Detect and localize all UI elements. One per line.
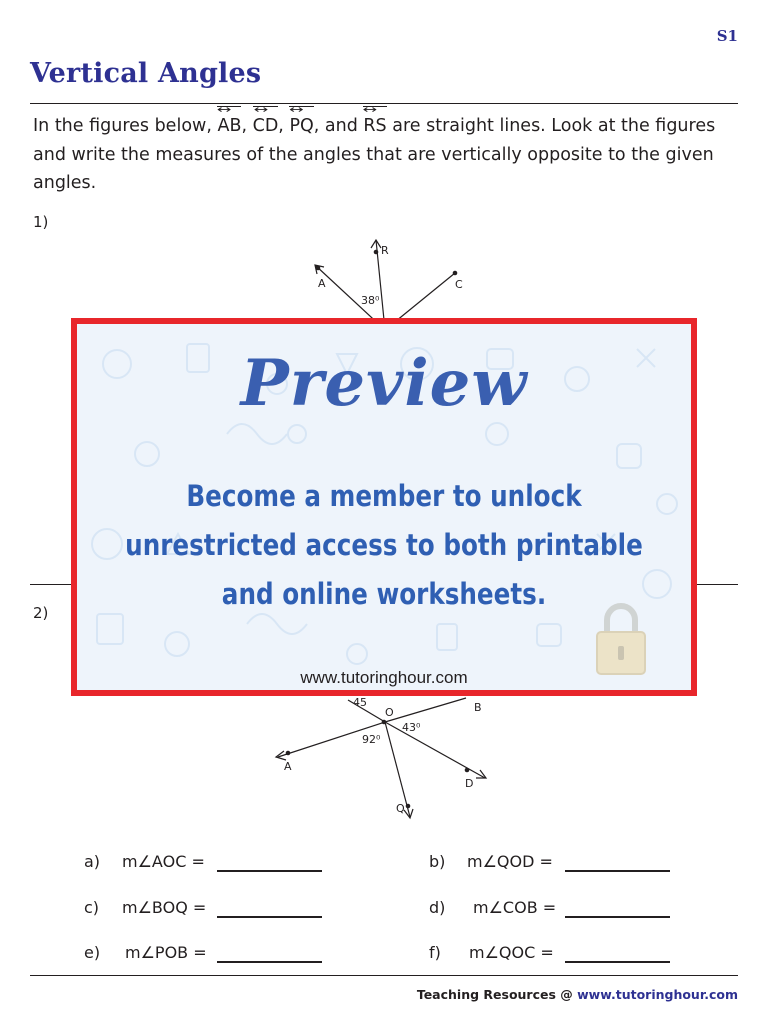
ray-or bbox=[376, 240, 385, 330]
angle-2b: 92⁰ bbox=[362, 733, 381, 746]
footer-link[interactable]: www.tutoringhour.com bbox=[577, 987, 738, 1002]
footer: Teaching Resources @ www.tutoringhour.com bbox=[416, 987, 738, 1002]
ray-oa-2 bbox=[278, 722, 385, 757]
line-cd: CD ↔ bbox=[253, 112, 279, 141]
point-o bbox=[382, 720, 387, 725]
preview-heading: Preview bbox=[240, 346, 528, 421]
label-q: Q bbox=[396, 802, 405, 815]
answer-blank[interactable] bbox=[217, 916, 322, 918]
point-r bbox=[374, 250, 379, 255]
label-d: D bbox=[465, 777, 474, 790]
arrow-a-2 bbox=[276, 751, 286, 760]
point-a-2 bbox=[286, 751, 291, 756]
label-c: C bbox=[455, 278, 463, 291]
answer-c: c) m∠BOQ = bbox=[84, 898, 334, 924]
answer-e: e) m∠POB = bbox=[84, 943, 334, 969]
angle-partial: 45 bbox=[353, 696, 367, 709]
instructions: In the figures below, AB ↔, CD ↔, PQ ↔, and RS ↔ are straight lines. Look at the figures and write the measures of the angles that are vertically opposite to the given angles. bbox=[33, 112, 733, 198]
arrow-d bbox=[476, 770, 486, 778]
line-ab: AB ↔ bbox=[217, 112, 241, 141]
ray-od bbox=[385, 722, 485, 778]
point-d bbox=[465, 768, 470, 773]
answer-blank[interactable] bbox=[217, 870, 322, 872]
answer-f: f) m∠QOC = bbox=[429, 943, 679, 969]
answer-a: a) m∠AOC = bbox=[84, 852, 334, 878]
line-pq: PQ ↔ bbox=[289, 112, 313, 141]
question-2-number: 2) bbox=[33, 604, 49, 622]
point-a bbox=[316, 266, 321, 271]
answer-d: d) m∠COB = bbox=[429, 898, 679, 924]
label-o: O bbox=[385, 706, 394, 719]
lock-icon bbox=[593, 598, 649, 678]
ray-upper-left bbox=[348, 700, 385, 722]
answer-blank[interactable] bbox=[565, 961, 670, 963]
arrow-r bbox=[371, 240, 381, 248]
preview-overlay[interactable] bbox=[71, 318, 697, 696]
answer-blank[interactable] bbox=[565, 916, 670, 918]
worksheet-code: S1 bbox=[716, 27, 738, 45]
unlock-message: Become a member to unlock unrestricted access to both printable and online worksheets. bbox=[125, 479, 643, 611]
answer-blank[interactable] bbox=[217, 961, 322, 963]
arrow-a bbox=[315, 265, 324, 274]
page-title: Vertical Angles bbox=[30, 58, 262, 89]
instructions-tail: are straight lines. Look at the figures and write the measures of the angles that are vertically opposite to the given angles. bbox=[33, 116, 716, 193]
label-b: B bbox=[474, 701, 482, 714]
answer-b: b) m∠QOD = bbox=[429, 852, 679, 878]
answer-blank[interactable] bbox=[565, 870, 670, 872]
arrow-q bbox=[404, 809, 413, 818]
ray-ob bbox=[385, 698, 466, 722]
question-1-number: 1) bbox=[33, 213, 49, 231]
point-q bbox=[406, 804, 411, 809]
line-rs: RS ↔ bbox=[363, 112, 386, 141]
footer-divider bbox=[30, 975, 738, 976]
label-a: A bbox=[318, 277, 326, 290]
angle-1: 38⁰ bbox=[361, 294, 380, 307]
ray-oq bbox=[385, 722, 410, 817]
point-c bbox=[453, 271, 458, 276]
label-r: R bbox=[381, 244, 389, 257]
label-a2: A bbox=[284, 760, 292, 773]
instructions-lead: In the figures below, bbox=[33, 116, 218, 136]
preview-site-link[interactable]: www.tutoringhour.com bbox=[300, 668, 468, 687]
angle-2a: 43⁰ bbox=[402, 721, 421, 734]
